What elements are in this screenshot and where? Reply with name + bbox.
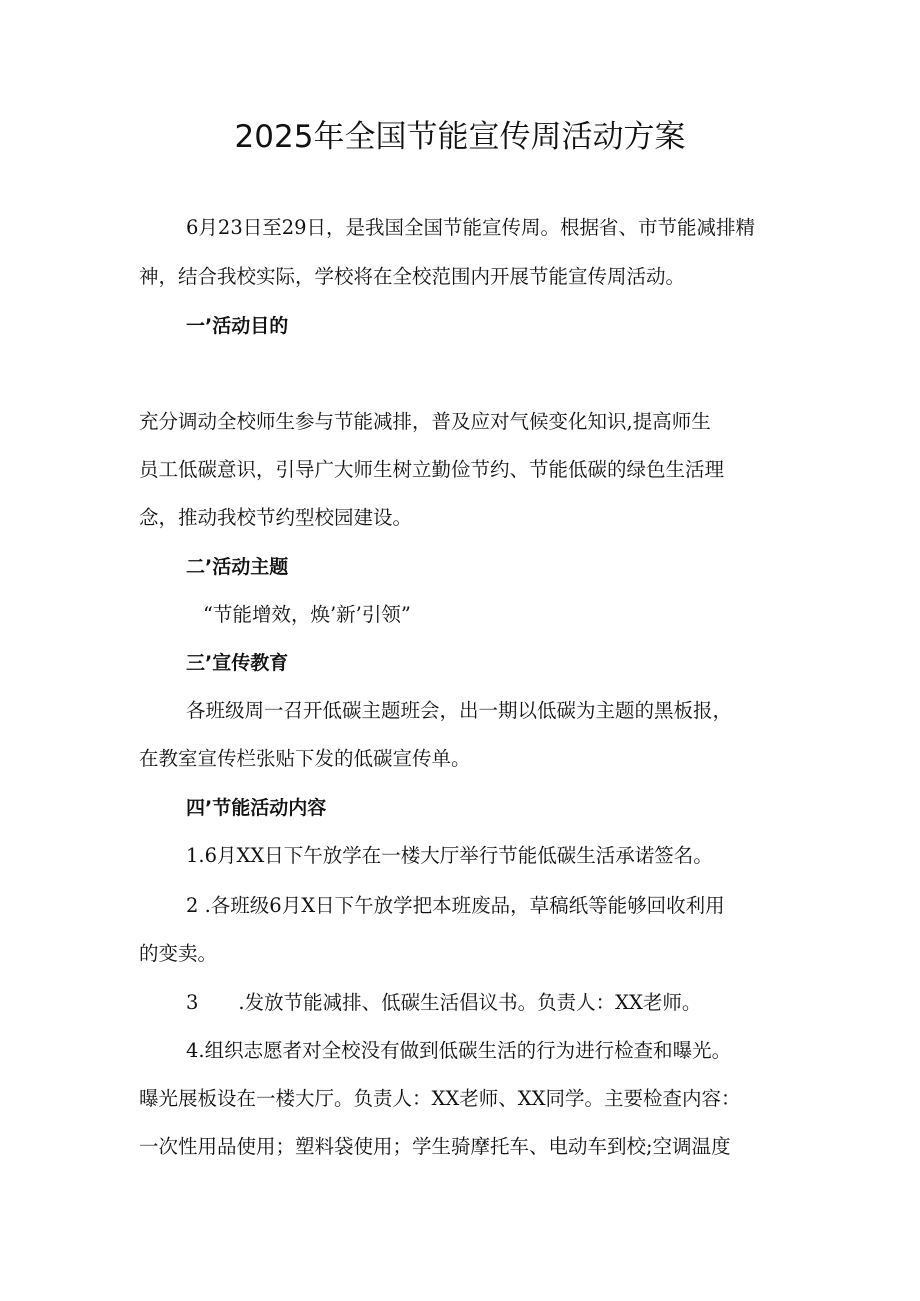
section-4-item-1: 1.6月XX日下午放学在一楼大厅举行节能低碳生活承诺签名。 — [186, 844, 713, 867]
intro-line-1: 6月23日至29日，是我国全国节能宣传周。根据省、市节能减排精 — [186, 216, 756, 239]
section-4-item-4-line-3: 一次性用品使用；塑料袋使用；学生骑摩托车、电动车到校;空调温度 — [139, 1135, 731, 1158]
section-4-item-4-line-2: 曝光展板设在一楼大厅。负责人：XX老师、XX同学。主要检查内容： — [139, 1087, 741, 1110]
section-4-item-2-line-2: 的变卖。 — [139, 942, 218, 965]
section-1-line-3: 念，推动我校节约型校园建设。 — [139, 506, 413, 529]
section-3-line-2: 在教室宣传栏张贴下发的低碳宣传单。 — [139, 747, 471, 770]
document-title: 2025年全国节能宣传周活动方案 — [234, 119, 686, 155]
intro-line-2: 神，结合我校实际，学校将在全校范围内开展节能宣传周活动。 — [139, 265, 686, 288]
section-3-heading: 三’宣传教育 — [186, 652, 289, 674]
section-4-item-2-line-1: 2 .各班级6月X日下午放学把本班废品，草稿纸等能够回收利用 — [186, 894, 725, 917]
section-4-item-4-line-1: 4.组织志愿者对全校没有做到低碳生活的行为进行检查和曝光。 — [186, 1039, 732, 1062]
section-1-line-2: 员工低碳意识，引导广大师生树立勤俭节约、节能低碳的绿色生活理 — [139, 458, 725, 481]
section-4-heading: 四’节能活动内容 — [186, 797, 327, 819]
section-2-heading: 二’活动主题 — [186, 556, 289, 578]
section-4-item-3-number: 3 — [186, 991, 199, 1014]
section-4-item-3 — [186, 988, 701, 1018]
section-4-item-3-text: .发放节能减排、低碳生活倡议书。负责人：XX老师。 — [238, 991, 702, 1014]
section-3-line-1: 各班级周一召开低碳主题班会，出一期以低碳为主题的黑板报， — [186, 699, 733, 722]
section-2-theme: “节能增效，焕’新’引领” — [203, 603, 411, 626]
section-1-heading: 一’活动目的 — [186, 315, 289, 337]
section-1-line-1: 充分调动全校师生参与节能减排，普及应对气候变化知识,提高师生 — [139, 410, 711, 433]
